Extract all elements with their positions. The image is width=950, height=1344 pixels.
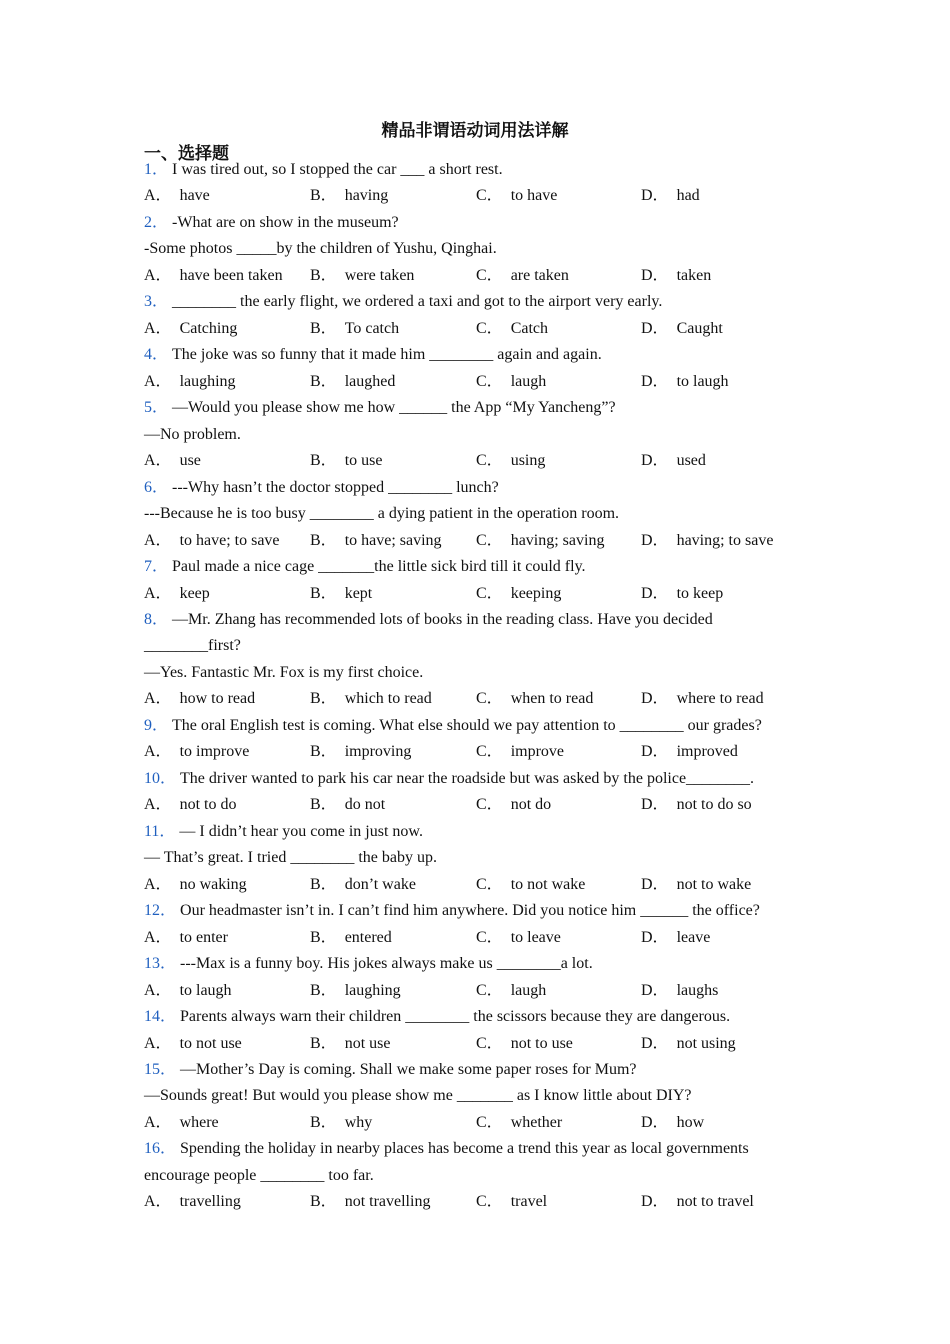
option-letter: A． [144, 690, 172, 708]
answer-option-b [310, 981, 401, 1001]
option-text: were taken [344, 266, 415, 284]
option-letter: A． [144, 743, 172, 761]
option-text: having; saving [510, 531, 605, 549]
option-letter: D． [641, 319, 669, 337]
option-text: Catch [510, 319, 549, 337]
option-text: to laugh [676, 372, 729, 390]
option-text: laugh [510, 981, 547, 999]
option-letter: B． [310, 1193, 337, 1211]
question-text: -Some photos _____by the children of Yushu, Qinghai. [144, 240, 497, 258]
question-text: ________first? [144, 637, 241, 655]
answer-option-a [144, 928, 228, 948]
option-letter: B． [310, 690, 337, 708]
option-text: Caught [676, 319, 723, 337]
option-text: to not wake [510, 875, 586, 893]
option-letter: C． [476, 928, 503, 946]
question-number: 11． [144, 822, 176, 840]
option-text: not to do so [676, 796, 752, 814]
question-text: ---Why hasn’t the doctor stopped ________ lunch? [172, 478, 499, 496]
answer-option-b [310, 689, 432, 709]
answer-option-a [144, 689, 255, 709]
option-text: how [676, 1113, 705, 1131]
answer-option-c [476, 689, 593, 709]
answer-option-c [476, 584, 561, 604]
option-letter: B． [310, 928, 337, 946]
answer-option-a [144, 1113, 219, 1133]
answer-option-c [476, 531, 604, 551]
option-letter: A． [144, 928, 172, 946]
option-letter: C． [476, 1193, 503, 1211]
option-letter: B． [310, 1113, 337, 1131]
question-stem [144, 1139, 749, 1159]
option-letter: B． [310, 875, 337, 893]
answer-option-b [310, 875, 416, 895]
answer-option-b [310, 584, 372, 604]
option-text: don’t wake [344, 875, 416, 893]
question-number: 4． [144, 346, 169, 364]
option-text: laugh [510, 372, 547, 390]
question-stem [144, 160, 503, 180]
answer-option-a [144, 372, 236, 392]
option-text: which to read [344, 690, 432, 708]
answer-option-d [641, 1192, 754, 1212]
answer-option-b [310, 531, 442, 551]
question-text: ---Max is a funny boy. His jokes always make us ________a lot. [180, 955, 593, 973]
answer-option-d [641, 875, 751, 895]
option-text: have [179, 187, 210, 205]
question-number: 10． [144, 769, 177, 787]
question-line [144, 848, 437, 868]
answer-option-d [641, 928, 710, 948]
option-letter: B． [310, 319, 337, 337]
answer-option-a [144, 186, 210, 206]
answer-option-a [144, 875, 247, 895]
question-stem [144, 1060, 637, 1080]
question-text: The driver wanted to park his car near the roadside but was asked by the police________. [180, 769, 755, 787]
option-text: to use [344, 452, 383, 470]
answer-option-c [476, 319, 548, 339]
option-letter: D． [641, 875, 669, 893]
option-text: to leave [510, 928, 561, 946]
answer-option-d [641, 319, 723, 339]
answer-option-c [476, 875, 585, 895]
option-letter: C． [476, 796, 503, 814]
answer-option-d [641, 981, 718, 1001]
answer-option-c [476, 1192, 547, 1212]
answer-option-d [641, 584, 723, 604]
option-letter: C． [476, 452, 503, 470]
question-text: The joke was so funny that it made him ________ again and again. [172, 346, 602, 364]
option-letter: A． [144, 796, 172, 814]
answer-option-d [641, 1113, 704, 1133]
page-title: 精品非谓语动词用法详解 [381, 121, 569, 141]
option-text: laughing [344, 981, 401, 999]
option-letter: B． [310, 531, 337, 549]
option-text: travel [510, 1193, 548, 1211]
answer-option-b [310, 451, 382, 471]
option-text: having; to save [676, 531, 774, 549]
option-letter: D． [641, 1113, 669, 1131]
option-letter: C． [476, 981, 503, 999]
answer-option-a [144, 266, 283, 286]
question-text: — That’s great. I tried ________ the baby up. [144, 849, 437, 867]
option-text: not travelling [344, 1193, 431, 1211]
option-text: not to wake [676, 875, 752, 893]
question-stem [144, 557, 586, 577]
option-letter: B． [310, 1034, 337, 1052]
question-stem [144, 769, 754, 789]
question-stem [144, 954, 593, 974]
question-number: 14． [144, 1008, 177, 1026]
answer-option-d [641, 742, 738, 762]
question-stem [144, 478, 499, 498]
option-letter: A． [144, 266, 172, 284]
answer-option-a [144, 531, 280, 551]
option-letter: D． [641, 266, 669, 284]
option-letter: A． [144, 1113, 172, 1131]
question-text: -What are on show in the museum? [172, 213, 399, 231]
option-letter: A． [144, 319, 172, 337]
answer-option-b [310, 1192, 430, 1212]
option-text: kept [344, 584, 373, 602]
question-text: —Mr. Zhang has recommended lots of books in the reading class. Have you decided [172, 610, 713, 628]
answer-option-d [641, 1034, 736, 1054]
option-text: where to read [676, 690, 764, 708]
question-text: I was tired out, so I stopped the car ___ a short rest. [172, 161, 503, 178]
answer-option-d [641, 372, 729, 392]
option-letter: C． [476, 743, 503, 761]
option-letter: D． [641, 452, 669, 470]
question-number: 13． [144, 955, 177, 973]
option-letter: B． [310, 981, 337, 999]
answer-option-a [144, 451, 201, 471]
option-text: not do [510, 796, 552, 814]
answer-option-d [641, 451, 706, 471]
answer-option-d [641, 795, 752, 815]
option-letter: C． [476, 1113, 503, 1131]
option-text: had [676, 187, 700, 205]
option-text: not use [344, 1034, 391, 1052]
answer-option-c [476, 1034, 573, 1054]
option-text: laughs [676, 981, 719, 999]
question-text: —Yes. Fantastic Mr. Fox is my first choice. [144, 663, 424, 681]
option-text: not to use [510, 1034, 573, 1052]
option-text: having [344, 187, 389, 205]
option-letter: C． [476, 187, 503, 205]
answer-option-b [310, 742, 411, 762]
answer-option-b [310, 928, 392, 948]
option-letter: D． [641, 531, 669, 549]
question-number: 1． [144, 161, 169, 178]
option-letter: C． [476, 1034, 503, 1052]
question-number: 8． [144, 610, 169, 628]
option-text: where [179, 1113, 219, 1131]
option-letter: D． [641, 928, 669, 946]
answer-option-c [476, 451, 545, 471]
answer-option-c [476, 186, 557, 206]
option-letter: D． [641, 690, 669, 708]
question-stem [144, 901, 760, 921]
question-number: 5． [144, 399, 169, 417]
answer-option-b [310, 266, 414, 286]
question-number: 16． [144, 1140, 177, 1158]
option-text: To catch [344, 319, 400, 337]
option-text: improved [676, 743, 738, 761]
section-heading: 一、选择题 [144, 144, 229, 164]
question-stem [144, 716, 762, 736]
option-text: laughing [179, 372, 236, 390]
question-number: 7． [144, 558, 169, 576]
question-text: encourage people ________ too far. [144, 1166, 374, 1184]
option-letter: D． [641, 372, 669, 390]
answer-option-c [476, 928, 561, 948]
question-stem [144, 292, 662, 312]
question-text: ---Because he is too busy ________ a dying patient in the operation room. [144, 505, 620, 523]
answer-option-b [310, 372, 395, 392]
question-line [144, 1166, 374, 1186]
question-stem [144, 822, 423, 842]
option-letter: A． [144, 1034, 172, 1052]
question-number: 12． [144, 902, 177, 920]
option-text: entered [344, 928, 392, 946]
option-text: travelling [179, 1193, 241, 1211]
option-letter: B． [310, 452, 337, 470]
option-letter: A． [144, 584, 172, 602]
option-letter: B． [310, 187, 337, 205]
option-letter: A． [144, 372, 172, 390]
answer-option-a [144, 795, 236, 815]
option-letter: B． [310, 796, 337, 814]
option-letter: C． [476, 319, 503, 337]
option-letter: C． [476, 372, 503, 390]
answer-option-c [476, 372, 546, 392]
question-text: —Would you please show me how ______ the App “My Yancheng”? [172, 399, 616, 417]
option-letter: D． [641, 1193, 669, 1211]
option-text: taken [676, 266, 712, 284]
answer-option-d [641, 186, 700, 206]
option-letter: B． [310, 372, 337, 390]
question-stem [144, 213, 399, 233]
option-letter: B． [310, 266, 337, 284]
option-text: not to travel [676, 1193, 754, 1211]
option-letter: A． [144, 452, 172, 470]
answer-option-d [641, 531, 773, 551]
option-letter: A． [144, 187, 172, 205]
option-letter: D． [641, 584, 669, 602]
answer-option-c [476, 266, 569, 286]
question-text: Paul made a nice cage _______the little sick bird till it could fly. [172, 558, 586, 576]
option-letter: D． [641, 796, 669, 814]
question-text: —No problem. [144, 425, 241, 443]
question-text: Spending the holiday in nearby places has become a trend this year as local governments [180, 1140, 749, 1158]
option-text: leave [676, 928, 711, 946]
question-number: 2． [144, 213, 169, 231]
answer-option-b [310, 1113, 372, 1133]
question-text: —Sounds great! But would you please show me _______ as I know little about DIY? [144, 1087, 692, 1105]
option-text: to improve [179, 743, 250, 761]
option-text: keep [179, 584, 210, 602]
option-letter: B． [310, 584, 337, 602]
option-text: to enter [179, 928, 228, 946]
question-text: — I didn’t hear you come in just now. [179, 822, 423, 840]
option-text: to have; to save [179, 531, 280, 549]
question-line [144, 425, 241, 445]
option-text: improving [344, 743, 412, 761]
answer-option-b [310, 795, 385, 815]
answer-option-a [144, 742, 249, 762]
question-text: The oral English test is coming. What else should we pay attention to ________ our grades? [172, 716, 762, 734]
option-letter: C． [476, 690, 503, 708]
option-letter: C． [476, 531, 503, 549]
option-letter: D． [641, 743, 669, 761]
answer-option-c [476, 1113, 562, 1133]
option-letter: A． [144, 1193, 172, 1211]
option-letter: D． [641, 981, 669, 999]
option-text: to laugh [179, 981, 232, 999]
question-number: 15． [144, 1060, 177, 1078]
option-text: not to do [179, 796, 237, 814]
option-text: are taken [510, 266, 569, 284]
option-text: have been taken [179, 266, 283, 284]
option-text: how to read [179, 690, 256, 708]
option-text: why [344, 1113, 373, 1131]
option-text: use [179, 452, 201, 470]
answer-option-d [641, 266, 711, 286]
option-text: to have [510, 187, 558, 205]
option-text: to keep [676, 584, 724, 602]
question-stem [144, 1007, 730, 1027]
answer-option-b [310, 1034, 390, 1054]
answer-option-c [476, 981, 546, 1001]
option-text: when to read [510, 690, 594, 708]
answer-option-a [144, 584, 210, 604]
option-text: whether [510, 1113, 563, 1131]
question-text: —Mother’s Day is coming. Shall we make some paper roses for Mum? [180, 1060, 637, 1078]
option-letter: A． [144, 875, 172, 893]
question-text: Parents always warn their children ________ the scissors because they are dangerous. [180, 1008, 731, 1026]
question-line [144, 504, 619, 524]
option-letter: A． [144, 981, 172, 999]
option-text: to not use [179, 1034, 242, 1052]
option-letter: B． [310, 743, 337, 761]
option-letter: C． [476, 584, 503, 602]
question-text: ________ the early flight, we ordered a taxi and got to the airport very early. [172, 293, 663, 311]
option-text: not using [676, 1034, 736, 1052]
option-text: do not [344, 796, 386, 814]
answer-option-a [144, 319, 237, 339]
question-line [144, 1086, 691, 1106]
question-number: 9． [144, 716, 169, 734]
option-letter: D． [641, 1034, 669, 1052]
question-text: Our headmaster isn’t in. I can’t find him anywhere. Did you notice him ______ the office? [180, 902, 760, 920]
option-letter: C． [476, 875, 503, 893]
question-line [144, 239, 497, 259]
question-stem [144, 345, 602, 365]
option-text: using [510, 452, 546, 470]
answer-option-d [641, 689, 764, 709]
question-stem [144, 398, 616, 418]
answer-option-c [476, 795, 551, 815]
option-letter: A． [144, 531, 172, 549]
question-line [144, 636, 241, 656]
option-text: no waking [179, 875, 247, 893]
question-number: 3． [144, 293, 169, 311]
option-letter: C． [476, 266, 503, 284]
question-line [144, 663, 423, 683]
option-letter: D． [641, 187, 669, 205]
answer-option-b [310, 319, 399, 339]
answer-option-b [310, 186, 388, 206]
question-number: 6． [144, 478, 169, 496]
answer-option-a [144, 1192, 241, 1212]
answer-option-c [476, 742, 564, 762]
option-text: improve [510, 743, 565, 761]
answer-option-a [144, 1034, 242, 1054]
option-text: keeping [510, 584, 562, 602]
question-stem [144, 610, 713, 630]
option-text: to have; saving [344, 531, 442, 549]
option-text: used [676, 452, 706, 470]
option-text: laughed [344, 372, 396, 390]
option-text: Catching [179, 319, 238, 337]
answer-option-a [144, 981, 232, 1001]
